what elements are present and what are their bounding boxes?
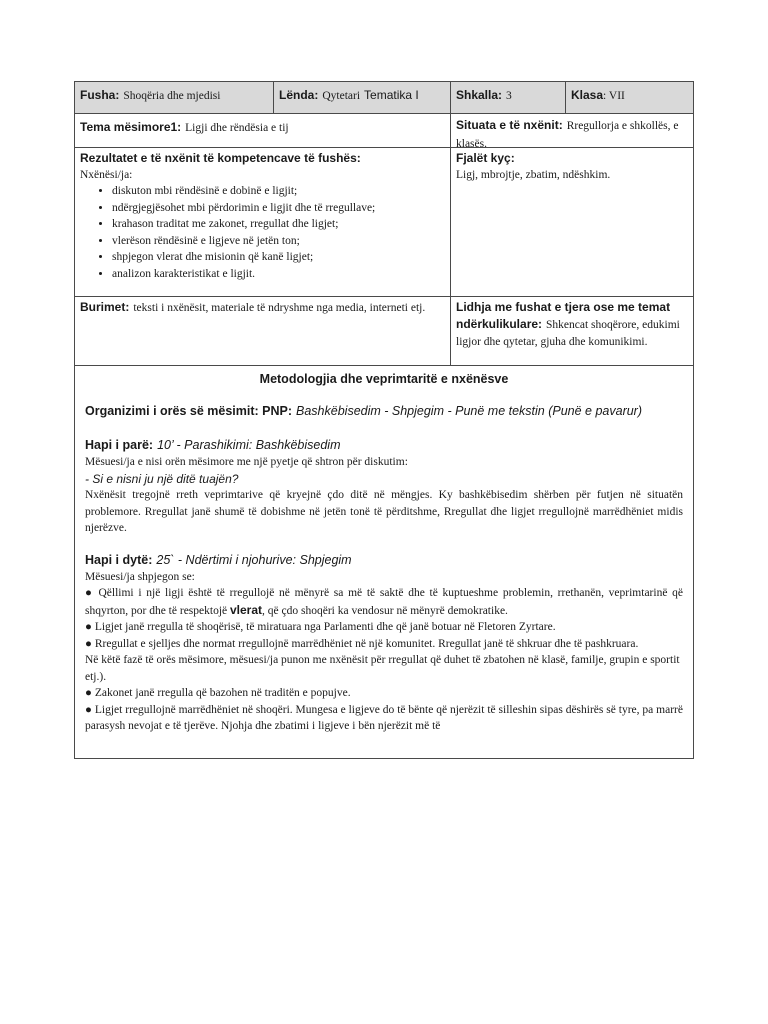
metodologjia-cell: [75, 366, 693, 758]
outcome-item: • diskuton mbi rëndësinë e dobinë e ligjit;: [112, 183, 445, 200]
rezultatet-cell: [75, 148, 451, 296]
klasa-label: Klasa: [571, 88, 604, 102]
lenda-cell: [274, 82, 451, 113]
rezultatet-label: Rezultatet e të nxënit të kompetencave të fushës:: [80, 151, 361, 165]
rezultatet-intro: Nxënësi/ja:: [80, 168, 133, 181]
outcome-item: • analizon karakteristikat e ligjit.: [112, 266, 445, 283]
lidhja-label: Lidhja me fushat e tjera ose me temat ndërkulikulare:: [456, 300, 671, 331]
hapi2-bullet-1: [85, 585, 683, 619]
metodologjia-title: Metodologjia dhe veprimtaritë e nxënësve: [259, 372, 509, 386]
situata-value: Rregullorja e shkollës, e klasës.: [456, 120, 679, 150]
fusha-value: Shoqëria dhe mjedisi: [123, 90, 221, 102]
outcome-item: • ndërgjegjësohet mbi përdorimin e ligjit dhe të rregullave;: [112, 200, 445, 217]
outcome-item: • vlerëson rëndësinë e ligjeve në jetën ton;: [112, 233, 445, 250]
klasa-value: : VII: [603, 90, 625, 102]
organizimi-line: [85, 402, 683, 420]
fjalet-cell: [451, 148, 693, 296]
hapi2-label: Hapi i dytë:: [85, 552, 153, 567]
tema-label: Tema mësimore1:: [80, 120, 182, 134]
burimet-label: Burimet:: [80, 300, 130, 314]
burimet-row: [75, 297, 693, 366]
hapi2-bullet-3: ● Rregullat e sjelljes dhe normat rregullojnë marrëdhëniet në një komunitet. Rregullat janë të shkruar dhe të pashkruara.: [85, 637, 639, 650]
tema-cell: [75, 114, 451, 147]
hapi1-paragraph: Nxënësit tregojnë rreth veprimtarive që kryejnë çdo ditë në mëngjes. Ky bashkëbisedim shërben për futjen në situatën problemore. Rregullat janë shumë të dobishme në jetën tonë të përditshme, Rregullat dhe ligjet rregullojnë marrëdhëniet midis njerëzve.: [85, 489, 683, 534]
hapi2-value: 25` - Ndërtimi i njohurive: Shpjegim: [156, 552, 352, 567]
rezultatet-row: [75, 148, 693, 297]
tema-row: [75, 114, 693, 148]
lidhja-value: Shkencat shoqërore, edukimi ligjor dhe qytetar, gjuha dhe komunikimi.: [456, 318, 680, 348]
fjalet-label: Fjalët kyç:: [456, 151, 515, 165]
outcomes-list: [80, 183, 445, 282]
hapi1-heading: [85, 436, 683, 454]
fusha-label: Fusha:: [80, 88, 120, 102]
situata-label: Situata e të nxënit:: [456, 118, 563, 132]
lenda-extra: Tematika I: [364, 88, 419, 102]
lesson-plan-table: [74, 81, 694, 759]
hapi2-line1: Mësuesi/ja shpjegon se:: [85, 570, 195, 583]
header-row: [75, 82, 693, 114]
tema-value: Ligji dhe rëndësia e tij: [185, 122, 289, 134]
metodologjia-row: [75, 366, 693, 758]
fusha-cell: [75, 82, 274, 113]
lenda-label: Lënda:: [279, 88, 319, 102]
hapi2-bullet-1-bold: vlerat: [230, 602, 263, 617]
hapi1-label: Hapi i parë:: [85, 438, 154, 452]
hapi2-bullet-1-text: ● Qëllimi i një ligji është të rregullojë në mënyrë sa më të saktë dhe të kuptueshme problemin, rrethanën, veprimtarinë që shqyrton, por dhe të respektojë: [85, 587, 683, 617]
outcome-item: • shpjegon vlerat dhe misionin që kanë ligjet;: [112, 249, 445, 266]
hapi1-question: - Si e nisni ju një ditë tuajën?: [85, 471, 239, 486]
hapi2-bullet-1-end: , që çdo shoqëri ka vendosur në mënyrë demokratike.: [262, 604, 508, 617]
situata-cell: [451, 114, 693, 150]
hapi1-value: 10’ - Parashikimi: Bashkëbisedim: [157, 438, 341, 452]
hapi2-bullet-5: ● Ligjet rregullojnë marrëdhëniet në shoqëri. Mungesa e ligjeve do të bënte që njerëzit të silleshin sipas dëshirës së tyre, pa marrë parasysh nevojat e të tjerëve. Njohja dhe zbatimi i ligjeve i bën njerëzit më të: [85, 703, 683, 732]
hapi2-heading: [85, 551, 683, 569]
organizimi-label: Organizimi i orës së mësimit: PNP:: [85, 404, 293, 418]
lenda-value: Qytetari: [322, 90, 361, 102]
lidhja-cell: [451, 297, 693, 365]
hapi2-paragraph: Në këtë fazë të orës mësimore, mësuesi/ja punon me nxënësit për rregullat që duhet të zbatohen në klasë, familje, grupin e sportit etj.).: [85, 654, 680, 683]
burimet-value: teksti i nxënësit, materiale të ndryshme nga media, interneti etj.: [133, 302, 426, 314]
fjalet-value: Ligj, mbrojtje, zbatim, ndëshkim.: [456, 168, 611, 181]
organizimi-value: Bashkëbisedim - Shpjegim - Punë me tekstin (Punë e pavarur): [296, 404, 643, 418]
klasa-cell: [566, 82, 693, 113]
shkalla-value: 3: [506, 90, 512, 102]
burimet-cell: [75, 297, 451, 365]
outcome-item: • krahason traditat me zakonet, rregullat dhe ligjet;: [112, 216, 445, 233]
shkalla-cell: [451, 82, 566, 113]
hapi1-line1: Mësuesi/ja e nisi orën mësimore me një pyetje që shtron për diskutim:: [85, 456, 408, 468]
hapi2-bullet-2: ● Ligjet janë rregulla të shoqërisë, të miratuara nga Parlamenti dhe që janë botuar në Fletoren Zyrtare.: [85, 621, 556, 633]
hapi2-bullet-4: ● Zakonet janë rregulla që bazohen në traditën e popujve.: [85, 687, 351, 699]
shkalla-label: Shkalla:: [456, 88, 503, 102]
